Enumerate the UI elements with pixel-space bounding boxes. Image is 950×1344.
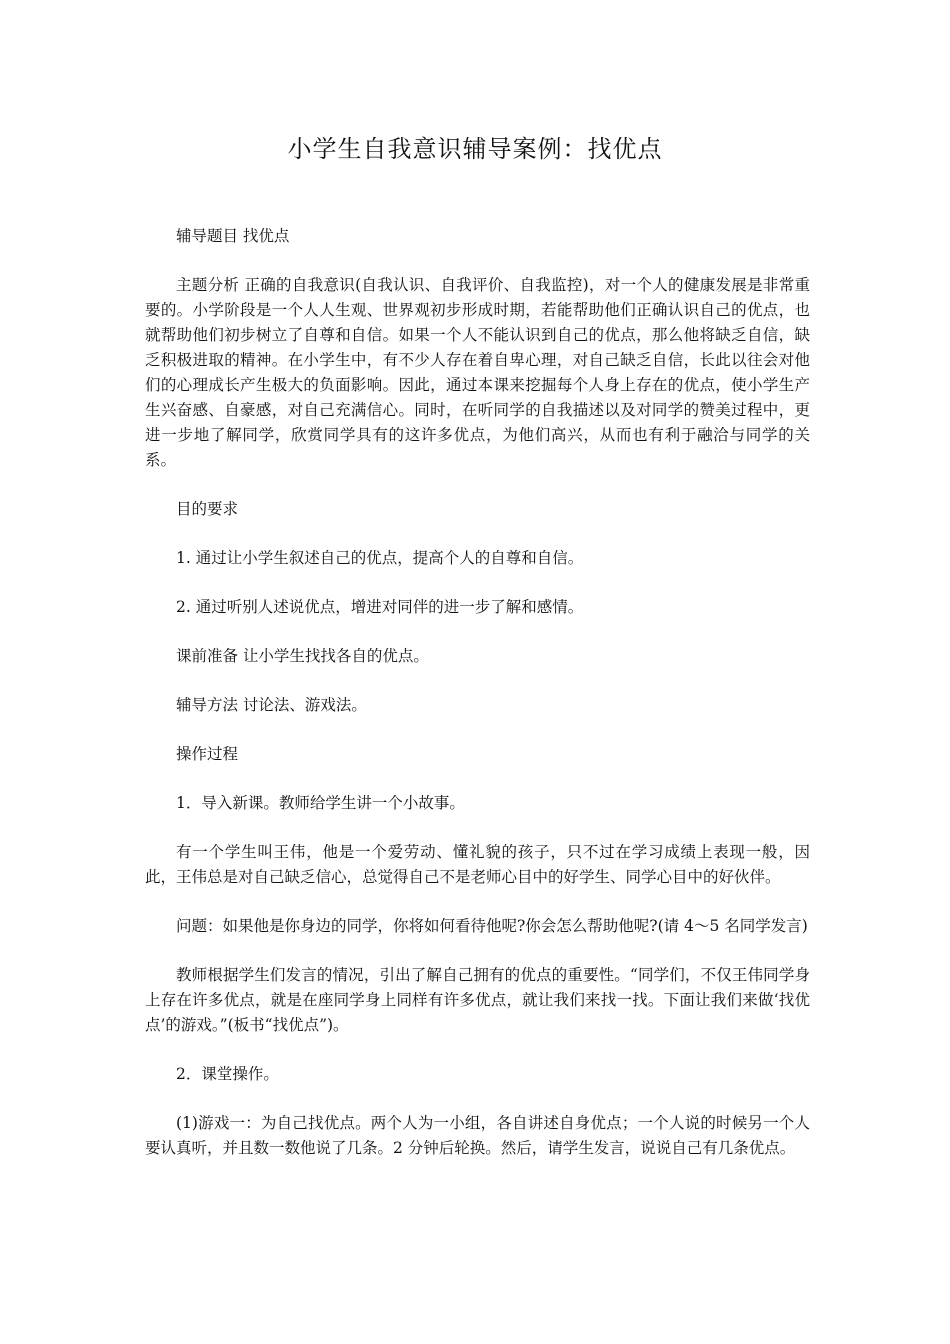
paragraph-analysis: 主题分析 正确的自我意识(自我认识、自我评价、自我监控)，对一个人的健康发展是非常重要的。小学阶段是一个人人生观、世界观初步形成时期，若能帮助他们正确认识自己的优点，也就帮助他们初步树立了自尊和自信。如果一个人不能认识到自己的优点，那么他将缺乏自信，缺乏积极进取的精神。在小学生中，有不少人存在着自卑心理，对自己缺乏自信，长此以往会对他们的心理成长产生极大的负面影响。因此，通过本课来挖掘每个人身上存在的优点，使小学生产生兴奋感、自豪感，对自己充满信心。同时，在听同学的自我描述以及对同学的赞美过程中，更进一步地了解同学，欣赏同学具有的这许多优点，为他们高兴，从而也有利于融洽与同学的关系。 [145, 276, 810, 469]
paragraph-goal-2: 2. 通过听别人述说优点，增进对同伴的进一步了解和感情。 [176, 598, 584, 616]
paragraph-goal-1: 1. 通过让小学生叙述自己的优点，提高个人的自尊和自信。 [176, 549, 584, 567]
paragraph-step-2: 2．课堂操作。 [176, 1065, 279, 1083]
paragraph-teacher: 教师根据学生们发言的情况，引出了解自己拥有的优点的重要性。“同学们，不仅王伟同学身上存在许多优点，就是在座同学身上同样有许多优点，就让我们来找一找。下面让我们来做‘找优点’的游戏。”(板书“找优点”)。 [145, 966, 810, 1034]
paragraph-step-1: 1．导入新课。教师给学生讲一个小故事。 [176, 794, 465, 812]
paragraph-methods: 辅导方法 讨论法、游戏法。 [176, 696, 367, 714]
paragraph-topic: 辅导题目 找优点 [176, 227, 290, 245]
paragraph-story: 有一个学生叫王伟，他是一个爱劳动、懂礼貌的孩子，只不过在学习成绩上表现一般，因此，王伟总是对自己缺乏信心，总觉得自己不是老师心目中的好学生、同学心目中的好伙伴。 [145, 843, 810, 886]
paragraph-preparation: 课前准备 让小学生找找各自的优点。 [176, 647, 429, 665]
paragraph-question: 问题：如果他是你身边的同学，你将如何看待他呢?你会怎么帮助他呢?(请 4～5 名同学发言) [176, 917, 808, 935]
document-body [145, 224, 810, 1185]
paragraph-process-heading: 操作过程 [176, 745, 239, 763]
paragraph-goals-heading: 目的要求 [176, 500, 239, 518]
document-title: 小学生自我意识辅导案例：找优点 [287, 135, 663, 163]
paragraph-game-1: (1)游戏一：为自己找优点。两个人为一小组，各自讲述自身优点；一个人说的时候另一个人要认真听，并且数一数他说了几条。2 分钟后轮换。然后，请学生发言，说说自己有几条优点。 [145, 1114, 810, 1157]
